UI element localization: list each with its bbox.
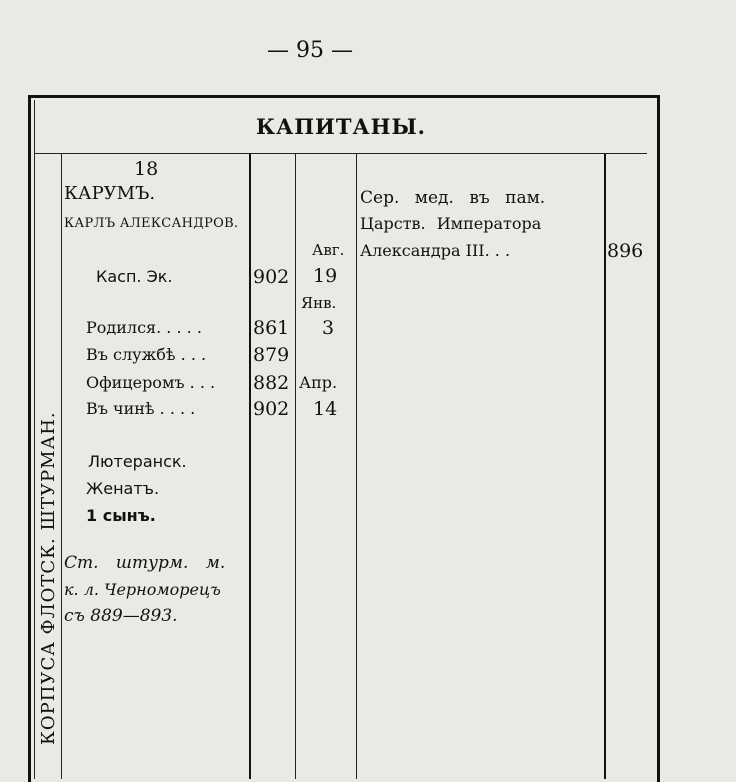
- marital-status: Женатъ.: [86, 479, 160, 498]
- posting-line-1: Ст. штурм. м.: [64, 553, 226, 573]
- officer-year: 882: [253, 372, 290, 394]
- officer-label: Офицеромъ . . .: [86, 373, 216, 392]
- born-year: 861: [253, 317, 290, 339]
- column-divider: [249, 154, 251, 779]
- children: 1 сынъ.: [86, 506, 156, 525]
- rank-day: 14: [313, 398, 338, 420]
- unit-day: 19: [313, 265, 338, 287]
- born-day: 3: [322, 317, 335, 339]
- rank-label: Въ чинѣ . . . .: [86, 399, 196, 418]
- surname: КАРУМЪ.: [64, 183, 156, 204]
- award-line-2: Царств. Императора: [360, 214, 542, 233]
- column-divider: [356, 154, 357, 779]
- birth-month: Янв.: [301, 294, 337, 312]
- officer-month: Апр.: [299, 373, 338, 392]
- religion: Лютеранск.: [88, 452, 187, 471]
- unit-month: Авг.: [312, 241, 345, 259]
- service-label: Въ службѣ . . .: [86, 345, 207, 364]
- inner-border: [34, 100, 35, 779]
- unit-year: 902: [253, 266, 290, 288]
- column-divider: [604, 154, 606, 779]
- column-divider: [295, 154, 296, 779]
- award-year: 896: [607, 240, 644, 262]
- given-name: КАРЛЪ АЛЕКСАНДРОВ.: [64, 216, 239, 231]
- service-year: 879: [253, 344, 290, 366]
- unit: Касп. Эк.: [96, 267, 173, 286]
- award-line-1: Сер. мед. въ пам.: [360, 188, 546, 208]
- posting-line-3: съ 889—893.: [64, 606, 178, 626]
- posting-line-2: к. л. Черноморецъ: [64, 580, 221, 599]
- rank-year: 902: [253, 398, 290, 420]
- section-title: КАПИТАНЫ.: [35, 100, 647, 154]
- born-label: Родился. . . . .: [86, 318, 202, 337]
- award-line-3: Александра III. . .: [360, 241, 511, 260]
- sidebar-label: КОРПУСА ФЛОТСК. ШТУРМАН.: [38, 411, 59, 745]
- column-divider: [61, 154, 62, 779]
- page-number: — 95 —: [267, 38, 353, 63]
- entry-number: 18: [134, 158, 159, 180]
